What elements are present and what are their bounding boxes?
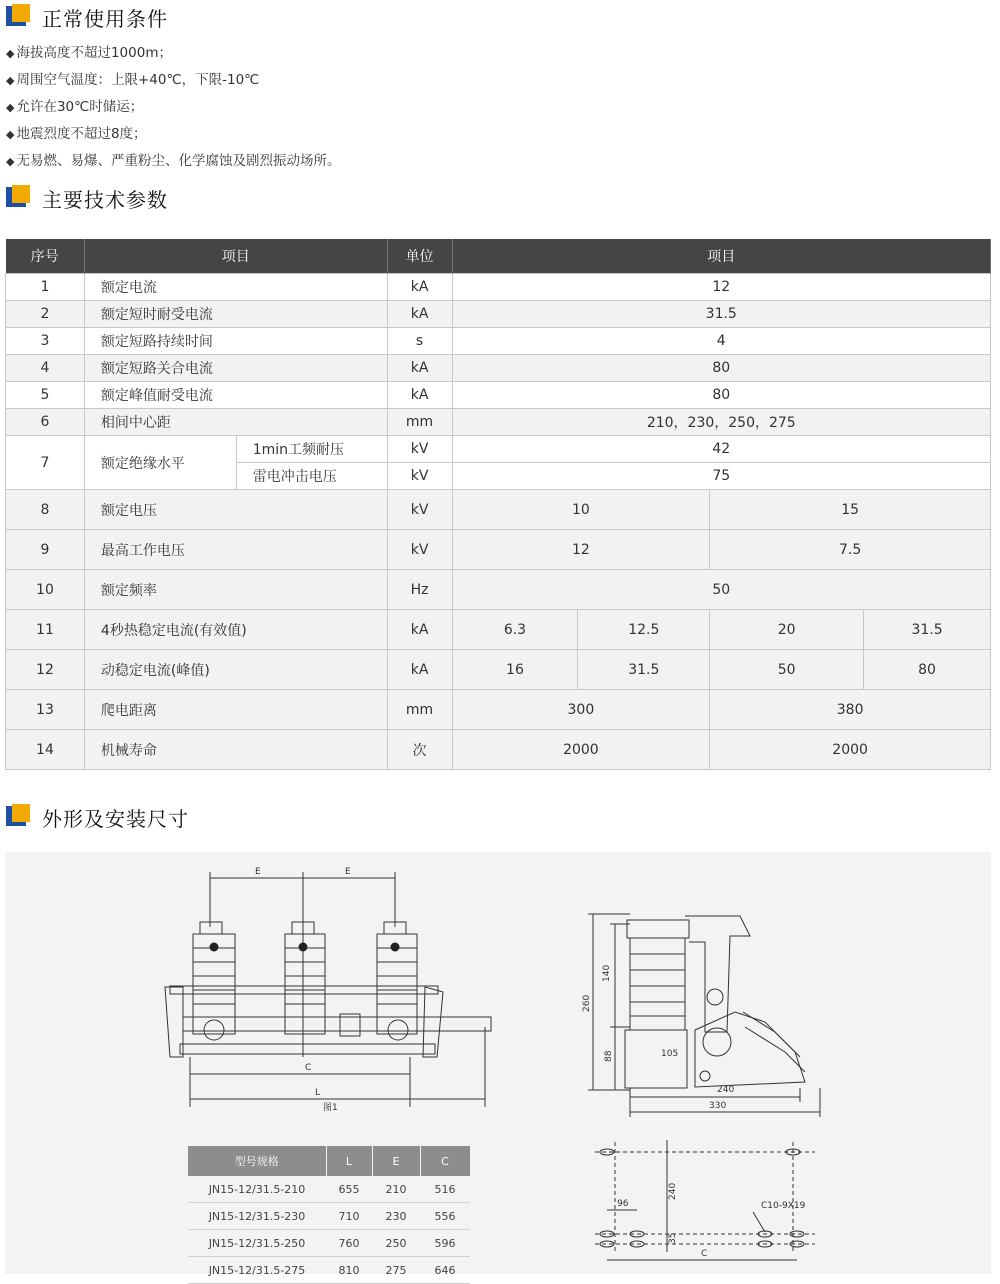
table-row: 11 4秒热稳定电流(有效值) kA 6.3 12.5 20 31.5	[6, 610, 991, 650]
table-row: JN15-12/31.5-275 810 275 646	[188, 1257, 470, 1284]
table-row: 3 额定短路持续时间 s 4	[6, 328, 991, 355]
table-row: 14 机械寿命 次 2000 2000	[6, 730, 991, 770]
table-row: 9 最高工作电压 kV 12 7.5	[6, 530, 991, 570]
table-header-row: 型号规格 L E C	[188, 1146, 470, 1176]
section-title-text: 主要技术参数	[42, 187, 168, 212]
base-plan-drawing	[595, 1142, 815, 1252]
section-marker-icon	[6, 4, 32, 30]
diamond-bullet-icon: ◆	[6, 128, 15, 141]
table-row: 8 额定电压 kV 10 15	[6, 490, 991, 530]
dim-label-260: 260	[582, 994, 592, 1012]
dim-label-l: L	[315, 1088, 321, 1098]
table-row: 10 额定频率 Hz 50	[6, 570, 991, 610]
front-view-drawing	[165, 872, 491, 1107]
dimension-drawing-panel	[5, 852, 991, 1277]
condition-item: ◆ 地震烈度不超过8度；	[6, 126, 147, 142]
dim-label-240-base: 240	[668, 1182, 678, 1200]
table-row: JN15-12/31.5-250 760 250 596	[188, 1230, 470, 1257]
params-table	[5, 239, 991, 770]
condition-item: ◆ 周围空气温度：上限+40℃，下限-10℃	[6, 72, 260, 88]
section-marker-icon	[6, 804, 32, 830]
diamond-bullet-icon: ◆	[6, 74, 15, 87]
table-header-row: 序号 项目 单位 项目	[6, 239, 991, 274]
model-dimensions-table	[188, 1146, 471, 1284]
section-title-params	[6, 185, 168, 211]
table-row: 2 额定短时耐受电流 kA 31.5	[6, 301, 991, 328]
condition-item: ◆ 允许在30℃时储运；	[6, 99, 144, 115]
section-title-dimensions	[6, 804, 189, 830]
dim-label-140: 140	[602, 964, 612, 982]
dim-label-c-base: C	[701, 1249, 708, 1259]
table-row: 1 额定电流 kA 12	[6, 274, 991, 301]
dim-label-88: 88	[604, 1050, 614, 1062]
side-view-drawing	[588, 914, 820, 1117]
table-row: 7 额定绝缘水平 1min工频耐压 kV 42	[6, 436, 991, 463]
table-row: 雷电冲击电压 kV 75	[6, 463, 991, 490]
section-marker-icon	[6, 185, 32, 211]
table-row: 6 相间中心距 mm 210，230，250，275	[6, 409, 991, 436]
section-title-conditions	[6, 4, 168, 30]
section-title-text: 正常使用条件	[42, 6, 168, 31]
diamond-bullet-icon: ◆	[6, 155, 15, 168]
dim-label-e-1: E	[255, 867, 261, 877]
mounting-holes	[600, 1140, 804, 1260]
section-title-text: 外形及安装尺寸	[42, 806, 189, 831]
dim-label-240: 240	[717, 1085, 735, 1095]
table-row: 12 动稳定电流(峰值) kA 16 31.5 50 80	[6, 650, 991, 690]
table-row: 5 额定峰值耐受电流 kA 80	[6, 382, 991, 409]
figure-caption: 图1	[323, 1103, 338, 1113]
conditions-list	[6, 40, 340, 175]
diamond-bullet-icon: ◆	[6, 47, 15, 60]
condition-item: ◆ 海拔高度不超过1000m；	[6, 45, 172, 61]
dim-label-105: 105	[661, 1049, 679, 1059]
hole-spec-label: C10-9X19	[761, 1201, 806, 1211]
dim-label-35: 35	[668, 1232, 678, 1244]
technical-drawings	[5, 852, 991, 1274]
table-row: 13 爬电距离 mm 300 380	[6, 690, 991, 730]
diamond-bullet-icon: ◆	[6, 101, 15, 114]
condition-item: ◆ 无易燃、易爆、严重粉尘、化学腐蚀及剧烈振动场所。	[6, 153, 341, 169]
dim-label-c: C	[305, 1063, 312, 1073]
table-row: JN15-12/31.5-230 710 230 556	[188, 1203, 470, 1230]
table-row: 4 额定短路关合电流 kA 80	[6, 355, 991, 382]
dim-label-96: 96	[617, 1199, 629, 1209]
dim-label-330: 330	[709, 1101, 727, 1111]
table-row: JN15-12/31.5-210 655 210 516	[188, 1176, 470, 1203]
dim-label-e-2: E	[345, 867, 351, 877]
